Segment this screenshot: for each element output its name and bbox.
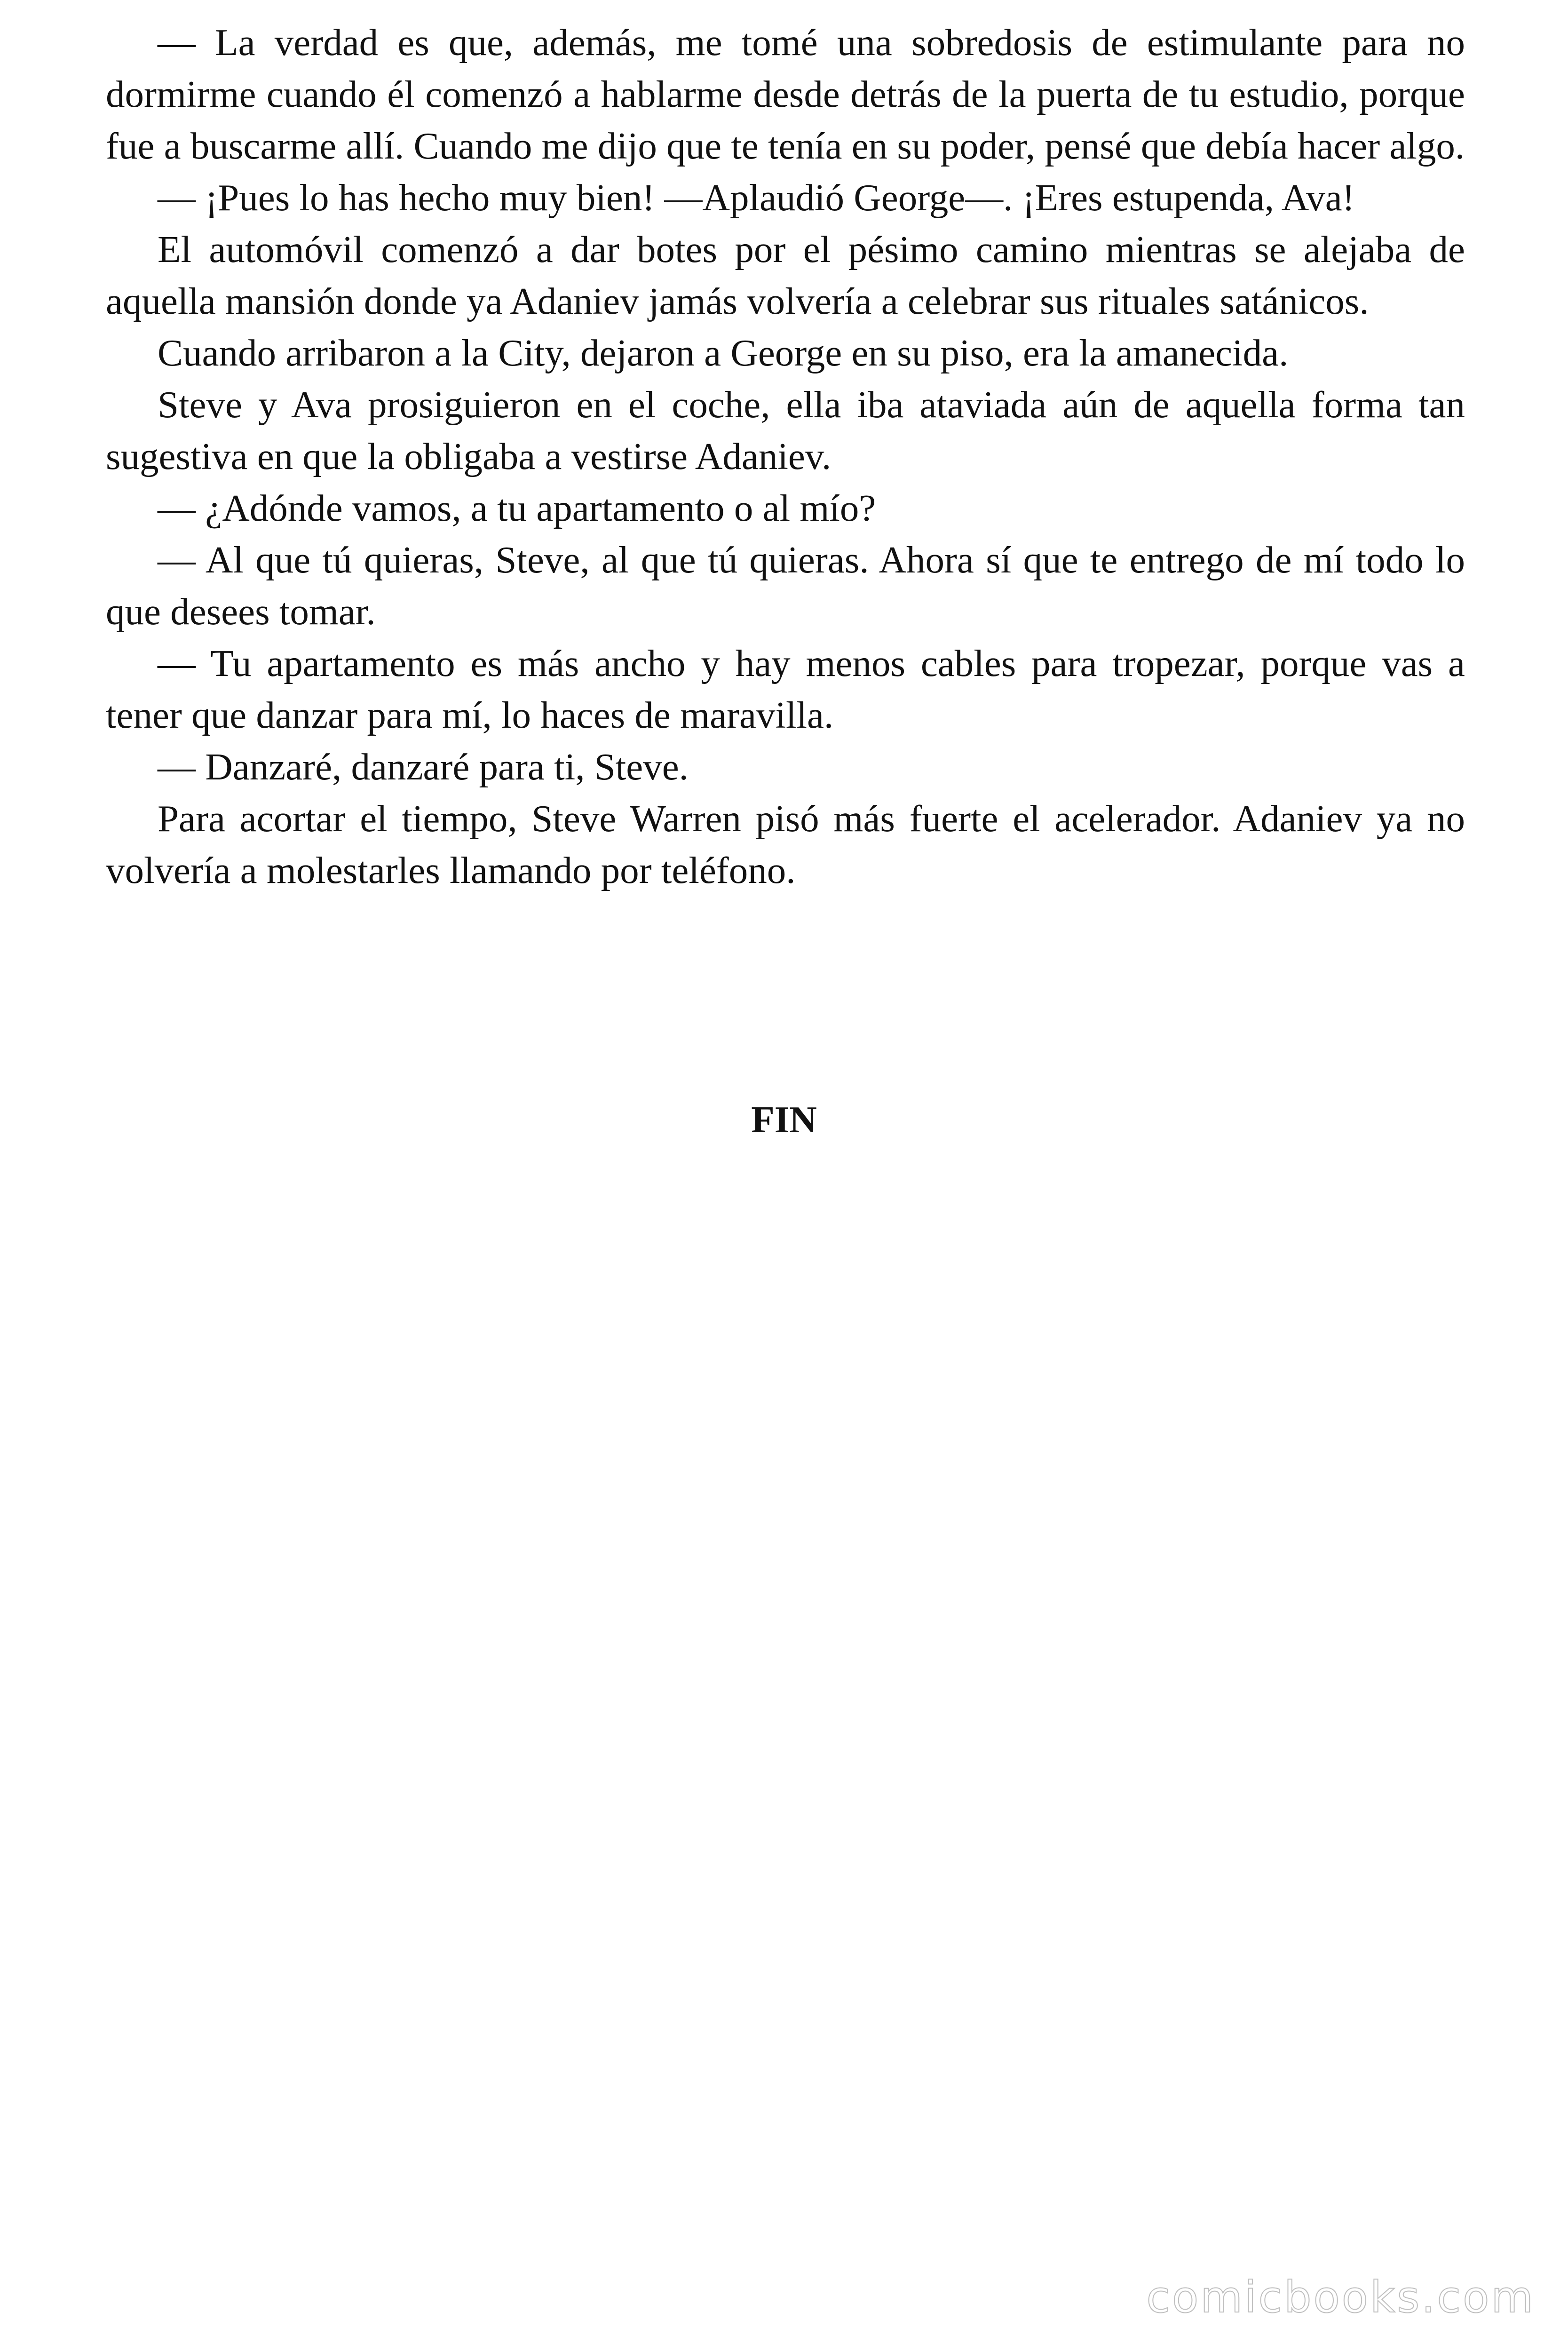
paragraph-7: — Al que tú quieras, Steve, al que tú quieras. Ahora sí que te entrego de mí todo lo que desees tomar. [106, 539, 1465, 633]
watermark: comicbooks.com [1146, 2272, 1535, 2322]
paragraph-6: — ¿Adónde vamos, a tu apartamento o al mío? [158, 487, 876, 529]
paragraph-9: — Danzaré, danzaré para ti, Steve. [158, 746, 689, 788]
paragraph-4: Cuando arribaron a la City, dejaron a George en su piso, era la amanecida. [158, 332, 1289, 374]
paragraph-10: Para acortar el tiempo, Steve Warren pisó más fuerte el acelerador. Adaniev ya no volvería a molestarles llamando por teléfono. [106, 797, 1465, 891]
paragraph-5: Steve y Ava prosiguieron en el coche, ella iba ataviada aún de aquella forma tan sugestiva en que la obligaba a vestirse Adaniev. [106, 383, 1465, 477]
paragraph-2: — ¡Pues lo has hecho muy bien! —Aplaudió George—. ¡Eres estupenda, Ava! [158, 176, 1355, 219]
paragraph-8: — Tu apartamento es más ancho y hay menos cables para tropezar, porque vas a tener que danzar para mí, lo haces de maravilla. [106, 642, 1465, 736]
paragraph-1: — La verdad es que, además, me tomé una sobredosis de estimulante para no dormirme cuando él comenzó a hablarme desde detrás de la puerta de tu estudio, porque fue a buscarme allí. Cuando me dijo que te tenía en su poder, pensé que debía hacer algo. [106, 21, 1465, 167]
end-mark: FIN [751, 1098, 817, 1141]
body-text [106, 16, 1465, 896]
paragraph-3: El automóvil comenzó a dar botes por el pésimo camino mientras se alejaba de aquella mansión donde ya Adaniev jamás volvería a celebrar sus rituales satánicos. [106, 228, 1465, 322]
